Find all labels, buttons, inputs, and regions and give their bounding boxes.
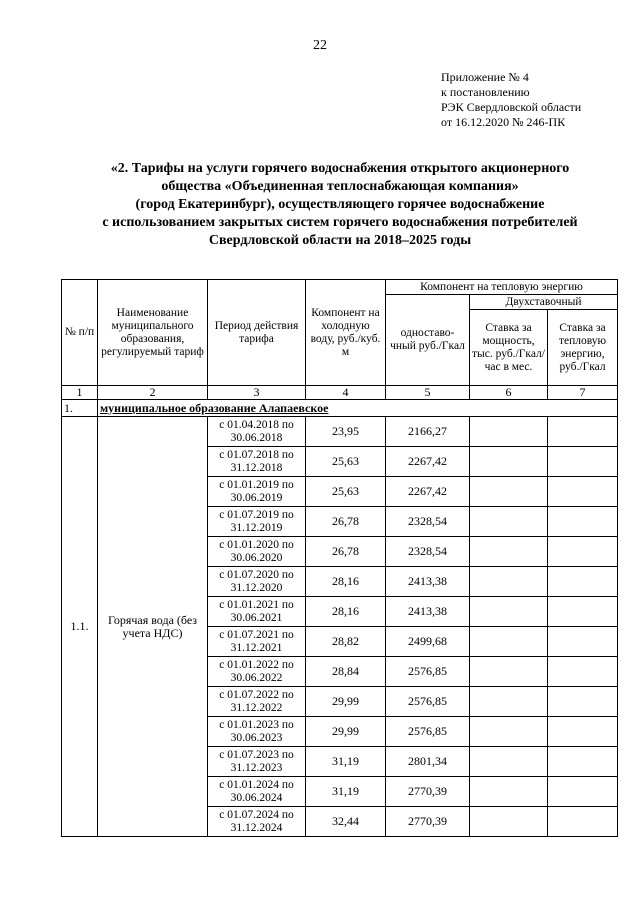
appendix-line: от 16.12.2020 № 246-ПК (441, 115, 566, 129)
cold-water-cell: 31,19 (306, 777, 386, 807)
column-number: 5 (386, 386, 470, 400)
one-part-cell: 2770,39 (386, 777, 470, 807)
capacity-cell (470, 537, 548, 567)
appendix-block (441, 70, 581, 130)
title-line: общества «Объединенная теплоснабжающая компания» (161, 179, 519, 194)
capacity-cell (470, 777, 548, 807)
section-name: муниципальное образование Алапаевское (98, 400, 618, 417)
energy-cell (548, 447, 618, 477)
capacity-cell (470, 567, 548, 597)
tariff-table (61, 279, 618, 837)
one-part-cell: 2576,85 (386, 687, 470, 717)
period-cell: с 01.07.2020 по 31.12.2020 (208, 567, 306, 597)
one-part-cell: 2267,42 (386, 477, 470, 507)
header-two-part: Двухставочный (470, 295, 618, 310)
energy-cell (548, 567, 618, 597)
document-title (60, 160, 620, 250)
capacity-cell (470, 477, 548, 507)
cold-water-cell: 25,63 (306, 477, 386, 507)
appendix-line: РЭК Свердловской области (441, 100, 582, 114)
header-cold-water: Компонент на холодную воду, руб./куб. м (306, 280, 386, 386)
energy-cell (548, 657, 618, 687)
period-cell: с 01.07.2023 по 31.12.2023 (208, 747, 306, 777)
cold-water-cell: 28,84 (306, 657, 386, 687)
table-row (62, 417, 618, 447)
header-capacity-rate: Ставка за мощность, тыс. руб./Гкал/час в мес. (470, 310, 548, 386)
period-cell: с 01.07.2018 по 31.12.2018 (208, 447, 306, 477)
period-cell: с 01.01.2019 по 30.06.2019 (208, 477, 306, 507)
item-name: Горячая вода (без учета НДС) (98, 417, 208, 837)
energy-cell (548, 477, 618, 507)
capacity-cell (470, 417, 548, 447)
one-part-cell: 2770,39 (386, 807, 470, 837)
energy-cell (548, 807, 618, 837)
header-municipality: Наименование муниципального образования, регулируемый тариф (98, 280, 208, 386)
title-line: (город Екатеринбург), осуществляющего горячее водоснабжение (135, 197, 545, 212)
column-number: 7 (548, 386, 618, 400)
one-part-cell: 2267,42 (386, 447, 470, 477)
column-number: 2 (98, 386, 208, 400)
header-energy-rate: Ставка за тепловую энергию, руб./Гкал (548, 310, 618, 386)
one-part-cell: 2801,34 (386, 747, 470, 777)
capacity-cell (470, 717, 548, 747)
one-part-cell: 2499,68 (386, 627, 470, 657)
cold-water-cell: 28,82 (306, 627, 386, 657)
period-cell: с 01.07.2024 по 31.12.2024 (208, 807, 306, 837)
one-part-cell: 2328,54 (386, 507, 470, 537)
capacity-cell (470, 807, 548, 837)
energy-cell (548, 507, 618, 537)
energy-cell (548, 537, 618, 567)
cold-water-cell: 28,16 (306, 567, 386, 597)
one-part-cell: 2328,54 (386, 537, 470, 567)
energy-cell (548, 597, 618, 627)
cold-water-cell: 25,63 (306, 447, 386, 477)
one-part-cell: 2576,85 (386, 657, 470, 687)
one-part-cell: 2413,38 (386, 597, 470, 627)
cold-water-cell: 31,19 (306, 747, 386, 777)
one-part-cell: 2576,85 (386, 717, 470, 747)
energy-cell (548, 627, 618, 657)
page-number: 22 (313, 38, 327, 53)
capacity-cell (470, 747, 548, 777)
cold-water-cell: 29,99 (306, 687, 386, 717)
period-cell: с 01.01.2020 по 30.06.2020 (208, 537, 306, 567)
cold-water-cell: 32,44 (306, 807, 386, 837)
capacity-cell (470, 507, 548, 537)
energy-cell (548, 417, 618, 447)
appendix-line: Приложение № 4 (441, 70, 529, 84)
column-number: 1 (62, 386, 98, 400)
appendix-line: к постановлению (441, 85, 530, 99)
capacity-cell (470, 687, 548, 717)
header-one-part: одноставо-чный руб./Гкал (386, 295, 470, 386)
item-number: 1.1. (62, 417, 98, 837)
period-cell: с 01.01.2022 по 30.06.2022 (208, 657, 306, 687)
capacity-cell (470, 597, 548, 627)
energy-cell (548, 777, 618, 807)
period-cell: с 01.07.2019 по 31.12.2019 (208, 507, 306, 537)
period-cell: с 01.01.2024 по 30.06.2024 (208, 777, 306, 807)
column-number: 3 (208, 386, 306, 400)
energy-cell (548, 687, 618, 717)
cold-water-cell: 26,78 (306, 537, 386, 567)
one-part-cell: 2413,38 (386, 567, 470, 597)
period-cell: с 01.07.2021 по 31.12.2021 (208, 627, 306, 657)
column-number: 6 (470, 386, 548, 400)
header-heat-energy: Компонент на тепловую энергию (386, 280, 618, 295)
cold-water-cell: 23,95 (306, 417, 386, 447)
energy-cell (548, 747, 618, 777)
energy-cell (548, 717, 618, 747)
title-line: с использованием закрытых систем горячего водоснабжения потребителей (102, 215, 578, 230)
cold-water-cell: 29,99 (306, 717, 386, 747)
column-number: 4 (306, 386, 386, 400)
cold-water-cell: 26,78 (306, 507, 386, 537)
one-part-cell: 2166,27 (386, 417, 470, 447)
period-cell: с 01.04.2018 по 30.06.2018 (208, 417, 306, 447)
title-line: Свердловской области на 2018–2025 годы (208, 233, 472, 248)
title-line: «2. Тарифы на услуги горячего водоснабжения открытого акционерного (110, 161, 570, 176)
cold-water-cell: 28,16 (306, 597, 386, 627)
section-number: 1. (62, 400, 98, 417)
capacity-cell (470, 627, 548, 657)
capacity-cell (470, 447, 548, 477)
capacity-cell (470, 657, 548, 687)
header-row-number: № п/п (62, 280, 98, 386)
period-cell: с 01.01.2023 по 30.06.2023 (208, 717, 306, 747)
header-period: Период действия тарифа (208, 280, 306, 386)
period-cell: с 01.07.2022 по 31.12.2022 (208, 687, 306, 717)
period-cell: с 01.01.2021 по 30.06.2021 (208, 597, 306, 627)
